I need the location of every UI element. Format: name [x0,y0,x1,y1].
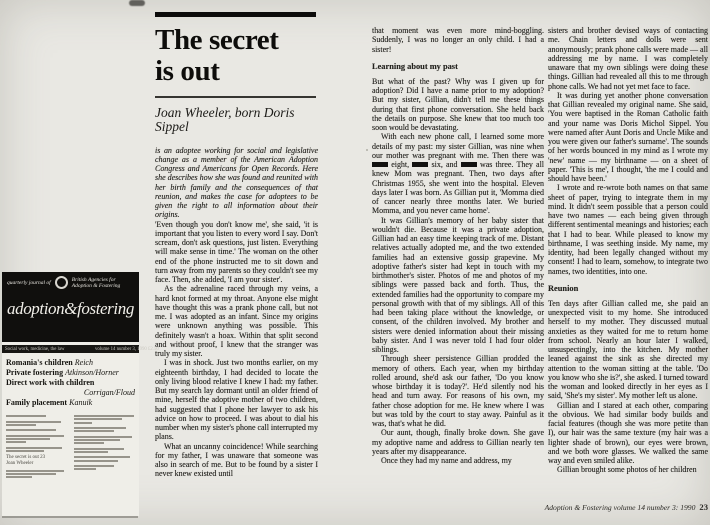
redacted-name [461,162,477,168]
redacted-name [412,162,428,168]
paragraph: 'Even though you don't know me', she said, 'it is important that you listen to every word I say. Don't scream, don't ask questions, just listen. Everything will make sense in time.' The woman on the other end of the phone instructed me to sit down and turn away from my parents so they couldn't see my face. Then, she added, 'I am your sister'. [155,219,318,284]
contents-title: Romania's children [6,358,73,367]
paragraph: Our aunt, though, finally broke down. She gave my adoptive name and address to Gillian nearly ten years after my disappearance. [372,428,544,456]
toc-entry [6,435,67,443]
toc-column-right [74,414,135,482]
toc-column-left [6,414,67,482]
scan-speck [366,149,368,151]
paragraph-segment: was three. They all knew Mom was pregnant. Then, two days after Christmas 1955, she went into the hospital. Eleven days later I was born. As Gillian put it, 'Momma died of cancer nearly three months later. We buried Momma, and you never came home'. [372,160,544,216]
section-heading-learning-about-my-past: Learning about my past [372,61,458,71]
article-title [155,25,318,87]
section-heading-reunion: Reunion [548,283,579,293]
page-footer [522,502,708,512]
toc-entry [6,421,67,426]
org-line2: Adoption & Fostering [71,282,121,289]
paragraph: It was Gillian's memory of her baby sister that wouldn't die. Because it was a private adoption, Gillian had an easy time keeping track of me. Distant relatives actually adopted me, and the two extended families had an extensive gossip grapevine. My adoptive father's sister had kept in touch with my birthmother's sister. Photos of me and photos of my siblings were passed back and forth. Thus, the extended families had the opportunity to compare my personal growth with that of my siblings. All of this had been taking place without the knowledge, or consent, of the children involved. My brother and sisters were denied information about their missing baby sister. And I was never told I had four older siblings. [372,215,544,354]
contents-author: Corrigan/Floud [83,388,135,397]
toc-entry [74,415,135,423]
paragraph: Gillian brought some photos of her children [557,465,697,475]
journal-cover-title: adoption&fostering [7,299,134,318]
paragraph: Once they had my name and address, my [381,456,512,465]
contents-author: Reich [74,358,93,367]
toc-secret-title: The secret is out 23 [6,455,46,461]
contents-title: Direct work with children [6,378,95,387]
article-first-column [155,12,318,479]
org-line1: British Agencies for [71,276,116,283]
footer-journal-line: Adoption & Fostering volume 14 number 3: 1990 [544,503,696,512]
baaf-ring-logo-icon [55,276,68,289]
paragraph: I wrote and re-wrote both names on that same sheet of paper, trying to integrate them in my mind. It didn't seem possible that a person could have two names — each being given through different sentimental meanings and histories; each that I had to bear. While pleased to know my birthname, I was seething inside. My name, my identity, had been legally changed without my consent! I had to learn, somehow, to integrate two names, two identities, into one. [548,183,708,276]
toc-entry-the-secret-is-out [6,455,67,466]
cover-bottom-edge [2,516,138,518]
paragraph: Gillian and I stared at each other, comparing the obvious. We had similar body builds and facial features (though she was more petite than I), our hair was the same texture (my hair was a lighter shade of brown), our eyes were brown, and we both wore glasses. We walked the same way and even smiled alike. [548,400,708,465]
cover-contents-item-author [6,388,135,398]
paragraph-segment: eight, [391,160,410,169]
paragraph: Through sheer persistence Gillian prodded the memory of others. Each year, when my birthday rolled around, she'd ask our father, 'Do you know whose birthday it is today?'. He'd silently nod his head and turn away. For reasons of his own, my father chose adoption for me. He knew where I was but was told by the court to stay away. Painful as it was, that's what he did. [372,354,544,428]
article-title-line2: is out [155,54,220,87]
toc-entry [74,436,135,444]
paragraph: What an uncanny coincidence! While searching for my father, I was unaware that someone was also in search of me. But to be found by a sister I never knew existed until [155,441,318,479]
contents-title: Private fostering [6,368,64,377]
cover-masthead [7,276,134,289]
cover-masthead-band [2,272,139,342]
paragraph: sisters and brother devised ways of contacting me. Chain letters and dolls were sent anonymously; prank phone calls were made — all addressing me by name. I was completely unaware that my own siblings were doing these things. Gillian had revealed all this to me through phone calls. We had not yet met face to face. [548,26,708,91]
paragraph-segment: With each new phone call, I learned some more details of my past: my sister Gillian, was nine when our mother was pregnant with me. Then there was [372,132,544,160]
article-title-line1: The secret [155,23,279,56]
paragraph: It was during yet another phone conversation that Gillian revealed my original name. She said, 'You were baptised in the Roman Catholic faith and your name was Doris Michol Sippel. You were named after Aunt Doris and Uncle Mike and you were given our father's surname'. The sounds of her words bounced in my mind as I wrote my 'new' name — my birthname — on a sheet of paper. 'This is me', I thought, 'the me I could and should have been.' [548,90,708,183]
toc-entry [74,448,135,453]
paragraph: As the adrenaline raced through my veins, a hard knot formed at my throat. Anyone else might have thought this was a prank phone call, but not me. I was adopted as an infant. Since my origins were unknown anything was possible. This definitely wasn't a hoax. Within that split second and without proof, I knew that the stranger was truly my sister. [155,284,318,358]
toc-entry [6,447,67,452]
title-rule-bottom [155,96,316,98]
masthead-organisation [72,277,121,289]
toc-entry [6,429,67,431]
cover-contents-item [6,358,135,368]
toc-entry [6,415,67,417]
paragraph: that moment was even more mind-boggling. Suddenly, I was no longer an only child. I had a sister! [372,26,544,54]
toc-entry [74,465,135,470]
cover-contents-smallprint [2,408,139,482]
journal-cover [2,272,160,516]
cover-contents-item [6,368,135,378]
paragraph: But what of the past? Why was I given up for adoption? Did I have a name prior to my adoption? But my sister, Gillian, didn't tell me these things during that first phone conversation. She held back the details on purpose. She knew that too much too soon would be devastating. [372,76,544,132]
cover-contents-item [6,398,135,408]
toc-entry [74,456,135,461]
masthead-prefix: quarterly journal of [7,279,51,286]
article-middle-column [372,26,544,465]
contents-title: Family placement [6,398,68,407]
scan-smudge [129,0,145,6]
cover-contents-item [6,378,135,388]
intro-paragraph: is an adoptee working for social and legislative change as a member of the American Adoption Congress and Americans for Open Records. Here she describes how she was found and reunited with her birth family and the consequences of that reunion, and makes the case for adoptees to be given the right to all information about their origins. [155,145,318,220]
toc-secret-author: Joan Wheeler [6,460,34,466]
cover-contents-headlines [2,353,139,408]
toc-entry [6,470,67,478]
redacted-name [372,162,388,168]
paragraph-segment: six, and [431,160,458,169]
contents-author: Atkinson/Horner [65,368,119,377]
cover-subtitle-strip [2,345,160,353]
toc-entry [74,427,135,432]
strip-left-text: Social work, medicine, the law [5,346,65,352]
paragraph: Ten days after Gillian called me, she paid an unexpected visit to my home. She introduced herself to my mother. They discussed mutual anxieties as they waited for me to return home from school. Nearly an hour later I walked, unsuspectingly, into the kitchen. My mother leaned against the sink as she directed my attention to the woman sitting at the table. 'Do you know who she is?', she asked. I turned toward the woman and looked directly in her eyes as I said, 'She's my sister'. My mother left us alone. [548,298,708,401]
paragraph: I was in shock. Just two months earlier, on my eighteenth birthday, I had decided to locate the only living blood relative I knew I had: my father. But my search lay dormant until an older friend of mine, herself the adoptive mother of two children, had suggested that I phone her lawyer to ask his advice on how to proceed. I was about to dial his number when my sister's phone call interrupted my plans. [155,358,318,442]
page-number: 23 [699,502,708,512]
paragraph-with-redactions [372,132,544,215]
contents-author: Kanuik [69,398,93,407]
title-rule-top [155,12,316,17]
article-right-column [548,26,708,475]
byline: Joan Wheeler, born Doris Sippel [155,104,295,134]
strip-right-text: volume 14 number 3, 1990 £2.50 [95,346,160,352]
